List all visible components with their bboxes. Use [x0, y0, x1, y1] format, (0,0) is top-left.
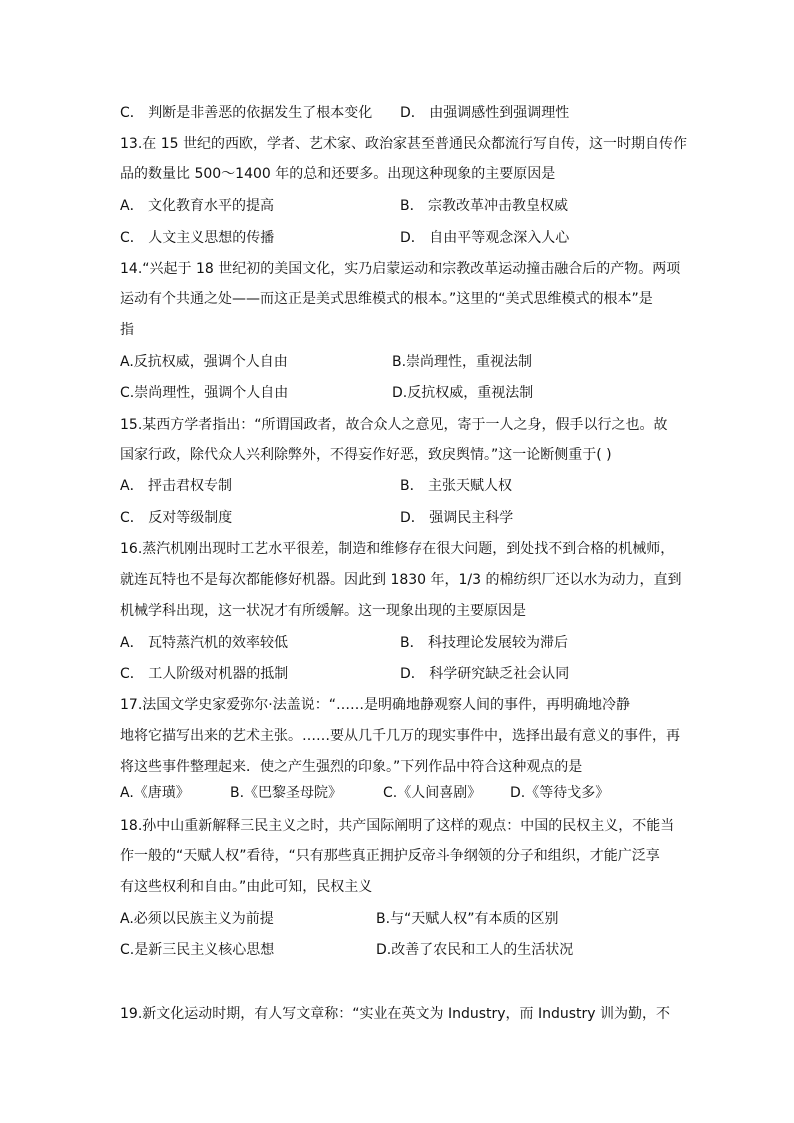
q19-stem-line1: 19.新文化运动时期，有人写文章称：“实业在英文为 Industry，而 Industry 训为勤，不: [120, 1006, 671, 1022]
q14-option-c: C.崇尚理性，强调个人自由: [120, 385, 289, 401]
q17-option-b: B.《巴黎圣母院》: [230, 785, 343, 801]
q15-option-c: C． 反对等级制度: [120, 510, 233, 526]
q12-option-d: D． 由强调感性到强调理性: [400, 105, 570, 121]
q13-stem-line2: 品的数量比 500～1400 年的总和还要多。出现这种现象的主要原因是: [120, 166, 556, 182]
q12-option-c: C． 判断是非善恶的依据发生了根本变化: [120, 105, 373, 121]
q15-option-b: B． 主张天赋人权: [400, 478, 513, 494]
q14-option-b: B.崇尚理性，重视法制: [392, 354, 533, 370]
q13-option-c: C． 人文主义思想的传播: [120, 230, 275, 246]
q17-option-a: A.《唐璜》: [120, 785, 190, 801]
q15-option-a: A． 抨击君权专制: [120, 478, 233, 494]
q15-stem-line2: 国家行政，除代众人兴利除弊外，不得妄作好恶，致戾舆情。”这一论断侧重于( ): [120, 447, 612, 463]
q15-stem-line1: 15.某西方学者指出：“所谓国政者，故合众人之意见，寄于一人之身，假手以行之也。故: [120, 417, 668, 433]
q14-stem-line1: 14.“兴起于 18 世纪初的美国文化，实乃启蒙运动和宗教改革运动撞击融合后的产物。两项: [120, 261, 681, 277]
q16-option-c: C． 工人阶级对机器的抵制: [120, 666, 289, 682]
q17-stem-line1: 17.法国文学史家爱弥尔·法盖说：“……是明确地静观察人间的事件，再明确地冷静: [120, 697, 630, 713]
q13-option-b: B． 宗教改革冲击教皇权威: [400, 198, 569, 214]
q15-option-d: D． 强调民主科学: [400, 510, 514, 526]
q17-stem-line2: 地将它描写出来的艺术主张。……要从几千几万的现实事件中，选择出最有意义的事件，再: [120, 728, 680, 744]
q17-option-d: D.《等待戈多》: [510, 785, 610, 801]
q18-stem-line2: 作一般的“天赋人权”看待，“只有那些真正拥护反帝斗争纲领的分子和组织，才能广泛享: [120, 848, 660, 864]
q16-option-d: D． 科学研究缺乏社会认同: [400, 666, 570, 682]
q17-stem-line3: 将这些事件整理起来．使之产生强烈的印象。”下列作品中符合这种观点的是: [120, 759, 583, 775]
q16-stem-line1: 16.蒸汽机刚出现时工艺水平很差，制造和维修存在很大问题，到处找不到合格的机械师，: [120, 541, 675, 557]
q18-option-d: D.改善了农民和工人的生活状况: [376, 942, 574, 958]
q16-option-b: B． 科技理论发展较为滞后: [400, 635, 569, 651]
q14-stem-line3: 指: [120, 322, 134, 338]
q18-option-c: C.是新三民主义核心思想: [120, 942, 275, 958]
q14-option-d: D.反抗权威，重视法制: [392, 385, 534, 401]
q18-stem-line1: 18.孙中山重新解释三民主义之时，共产国际阐明了这样的观点：中国的民权主义，不能当: [120, 818, 675, 834]
q16-option-a: A． 瓦特蒸汽机的效率较低: [120, 635, 289, 651]
q18-stem-line3: 有这些权利和自由。”由此可知，民权主义: [120, 879, 373, 895]
q18-option-a: A.必须以民族主义为前提: [120, 911, 274, 927]
q13-option-d: D． 自由平等观念深入人心: [400, 230, 570, 246]
q16-stem-line3: 机械学科出现，这一状况才有所缓解。这一现象出现的主要原因是: [120, 603, 526, 619]
q14-stem-line2: 运动有个共通之处——而这正是美式思维模式的根本。”这里的“美式思维模式的根本”是: [120, 291, 653, 307]
q18-option-b: B.与“天赋人权”有本质的区别: [376, 911, 559, 927]
q14-option-a: A.反抗权威，强调个人自由: [120, 354, 288, 370]
q17-option-c: C.《人间喜剧》: [383, 785, 482, 801]
q16-stem-line2: 就连瓦特也不是每次都能修好机器。因此到 1830 年，1/3 的棉纺织厂还以水为动力，直到: [120, 572, 682, 588]
q13-option-a: A． 文化教育水平的提高: [120, 198, 275, 214]
q13-stem-line1: 13.在 15 世纪的西欧，学者、艺术家、政治家甚至普通民众都流行写自传，这一时期自传作: [120, 136, 687, 152]
